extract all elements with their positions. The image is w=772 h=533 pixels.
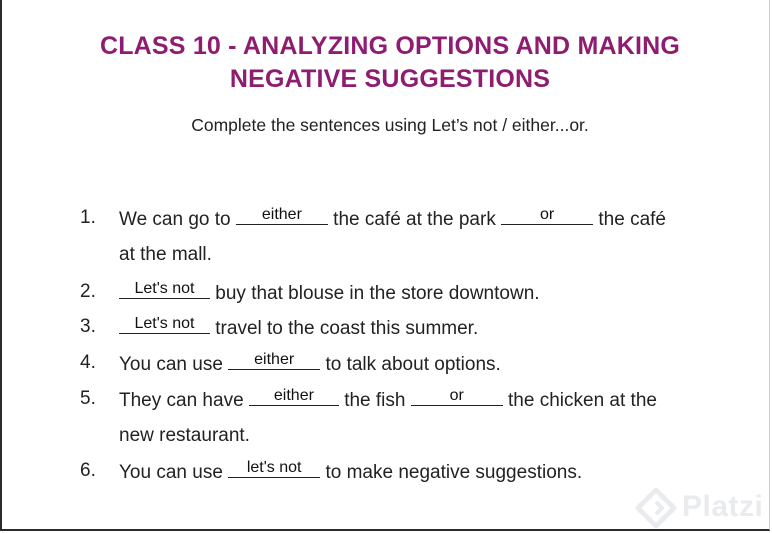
item-number: 1.: [80, 207, 96, 228]
sentence-text: travel to the coast this summer.: [210, 318, 479, 339]
watermark-text: Platzi: [682, 490, 764, 523]
item-number: 3.: [80, 316, 96, 337]
title-line-1: CLASS 10 - ANALYZING OPTIONS AND MAKING: [99, 32, 681, 60]
answer-text: or: [539, 206, 555, 223]
answer-blank: [228, 352, 320, 370]
sentence-text: the fish: [338, 390, 411, 411]
item-number: 5.: [80, 388, 96, 409]
answer-blank: [119, 316, 210, 334]
answer-text: either: [273, 387, 314, 404]
instruction-text: Complete the sentences using Let’s not / either...or.: [191, 115, 589, 135]
item-sentence: [119, 316, 478, 340]
sentence-text: the chicken at the: [502, 390, 657, 411]
sentence-text: the café at the park: [327, 209, 502, 230]
answer-blank: [119, 281, 210, 299]
platzi-watermark: [634, 486, 772, 530]
item-sentence: [119, 281, 540, 305]
sentence-text: We can go to: [119, 209, 236, 230]
title-line-2: NEGATIVE SUGGESTIONS: [229, 65, 551, 93]
answer-blank: [411, 388, 503, 406]
item-number: 6.: [80, 460, 96, 481]
platzi-logo-icon: [634, 486, 678, 530]
answer-text: either: [261, 206, 302, 223]
item-number: 4.: [80, 352, 96, 373]
sentence-text: new restaurant.: [119, 425, 250, 446]
item-number: 2.: [80, 281, 96, 302]
sentence-text: You can use: [119, 354, 229, 375]
item-sentence: [119, 460, 582, 484]
answer-blank: [249, 388, 339, 406]
sentence-text: at the mall.: [119, 244, 212, 265]
sentence-text: to talk about options.: [320, 354, 501, 375]
sentence-text: They can have: [119, 390, 249, 411]
sentence-text: to make negative suggestions.: [320, 462, 583, 483]
item-sentence: [119, 207, 666, 231]
answer-text: Let's not: [134, 315, 195, 332]
answer-blank: [228, 460, 320, 478]
page-title: [40, 30, 740, 96]
answer-blank: [501, 207, 593, 225]
sentence-text: the café: [593, 209, 666, 230]
answer-blank: [236, 207, 328, 225]
item-sentence: [119, 352, 501, 376]
answer-text: let's not: [246, 459, 302, 476]
answer-text: or: [449, 387, 464, 404]
answer-text: either: [254, 351, 295, 368]
answer-text: Let's not: [134, 280, 195, 297]
sentence-text: buy that blouse in the store downtown.: [210, 283, 540, 304]
item-sentence: [119, 388, 657, 412]
sentence-text: You can use: [119, 462, 229, 483]
